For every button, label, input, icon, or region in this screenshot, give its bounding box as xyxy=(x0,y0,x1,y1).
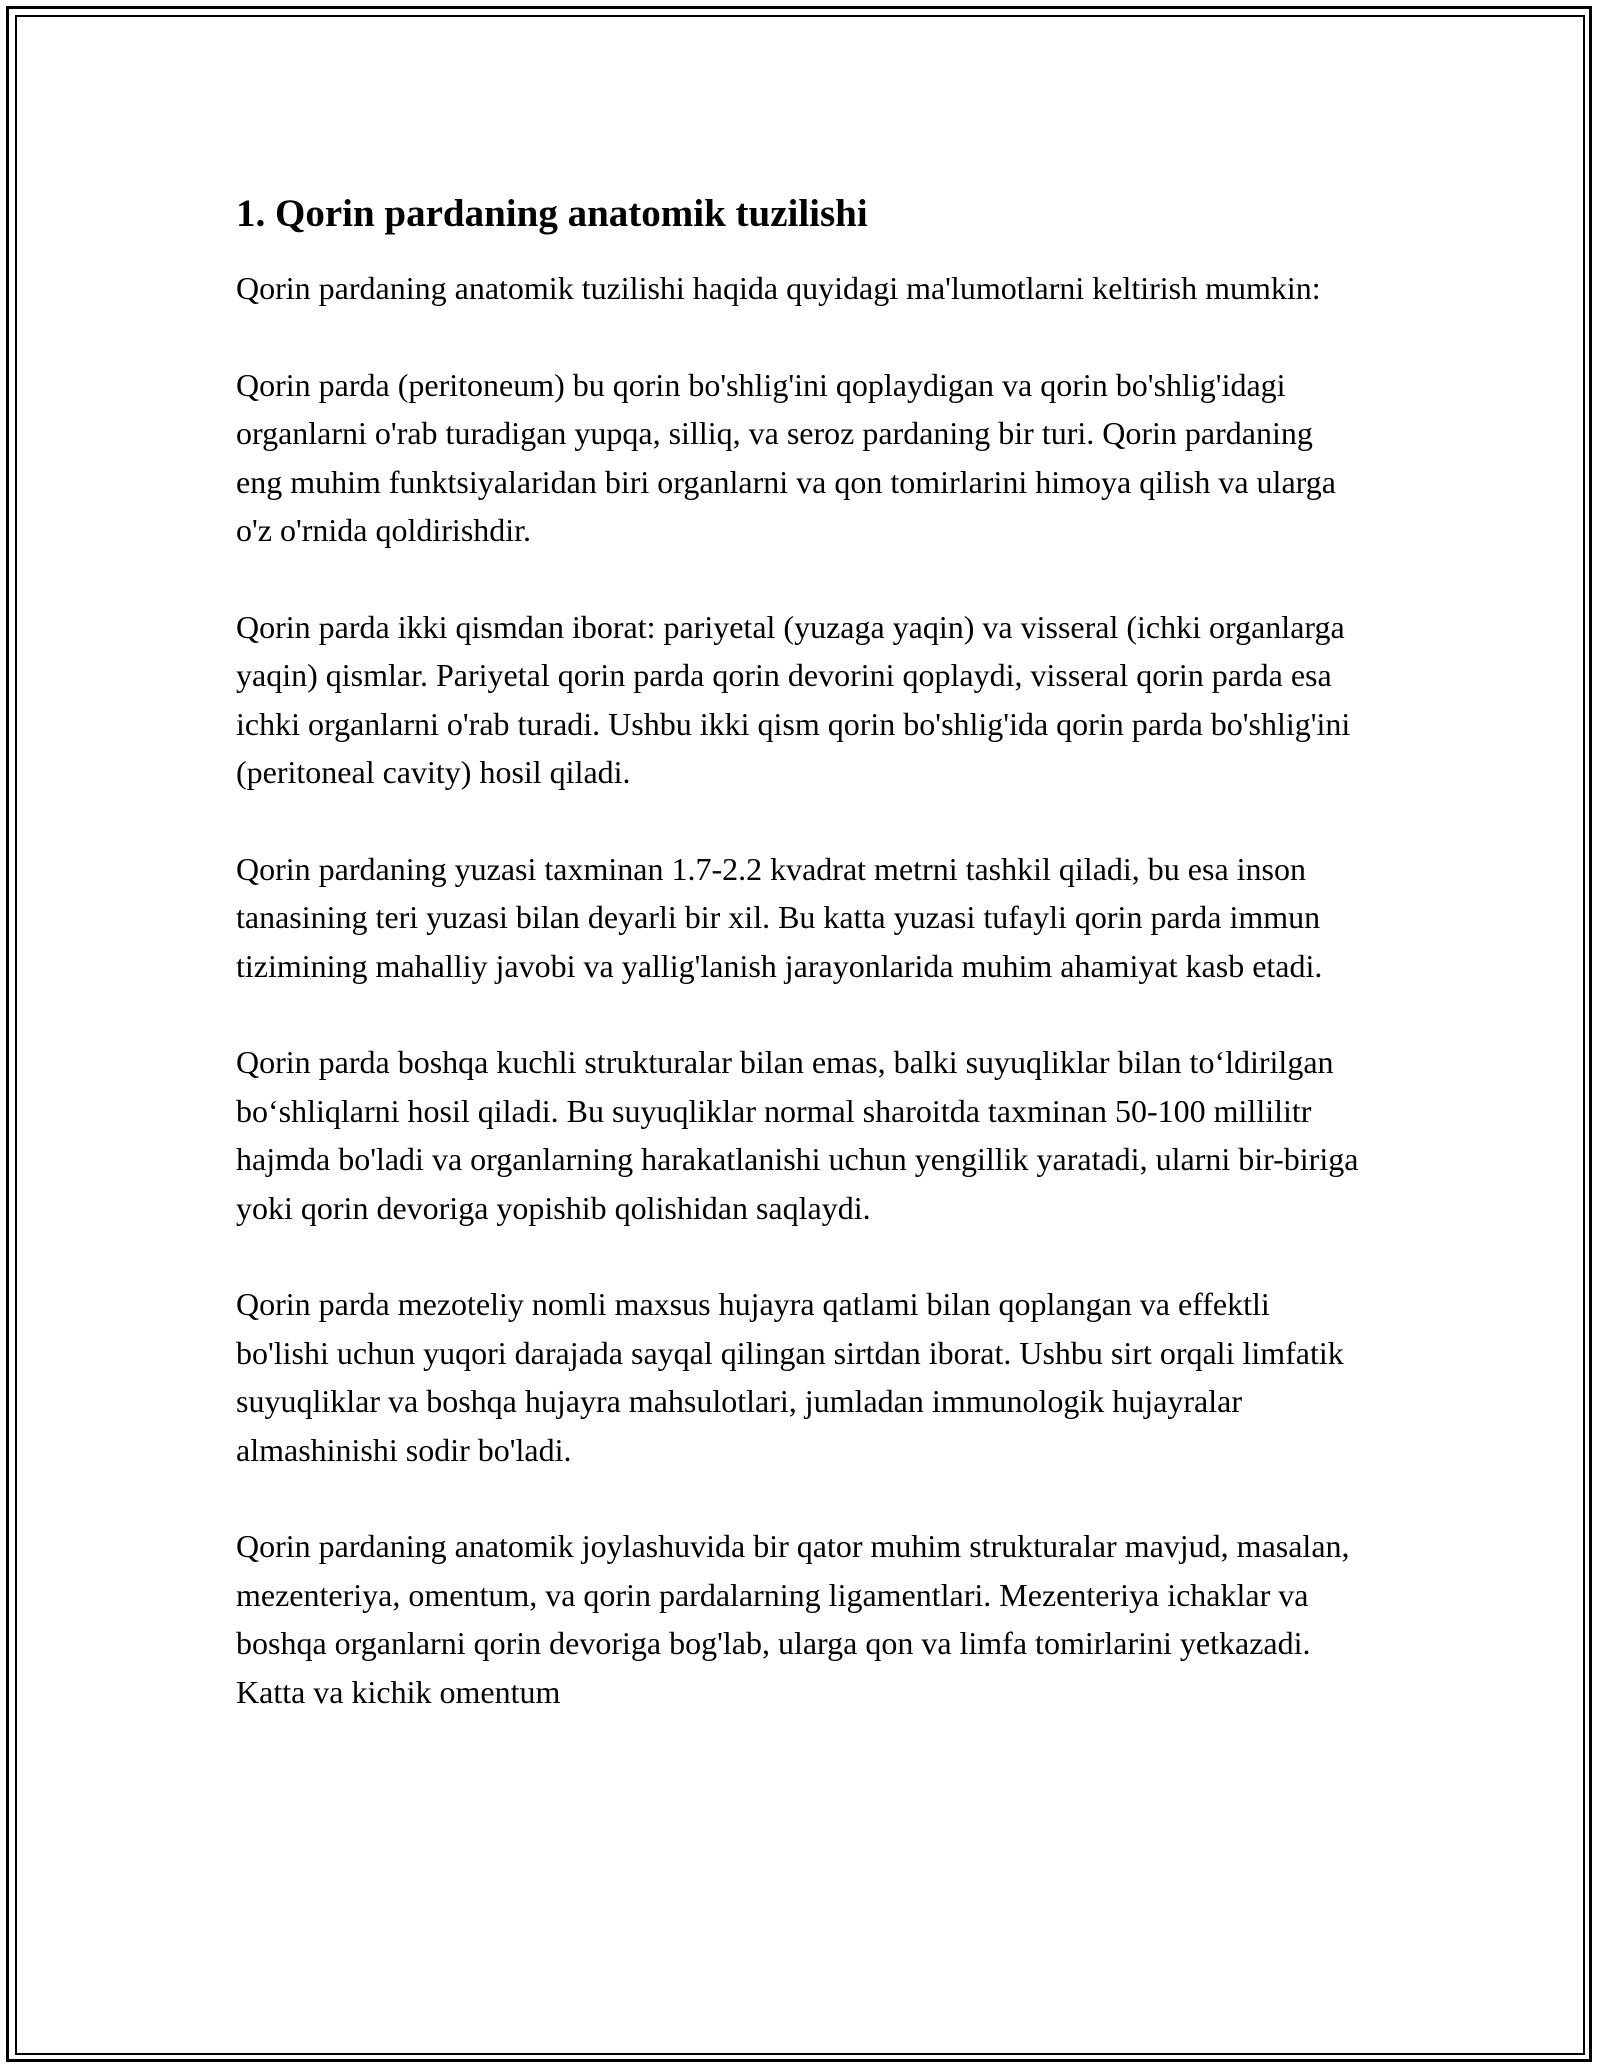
paragraph-fluid: Qorin parda boshqa kuchli strukturalar bilan emas, balki suyuqliklar bilan to‘ldirilgan bo‘shliqlarni hosil qiladi. Bu suyuqliklar normal sharoitda taxminan 50-100 millilitr hajmda bo'ladi va organlarning harakatlanishi uchun yengillik yaratadi, ularni bir-biriga yoki qorin devoriga yopishib qolishidan saqlaydi. xyxy=(236,1044,1359,1226)
paragraph-parts: Qorin parda ikki qismdan iborat: pariyetal (yuzaga yaqin) va visseral (ichki organlarga yaqin) qismlar. Pariyetal qorin parda qorin devorini qoplaydi, visseral qorin parda esa ichki organlarni o'rab turadi. Ushbu ikki qism qorin bo'shlig'ida qorin parda bo'shlig'ini (peritoneal cavity) hosil qiladi. xyxy=(236,608,1351,790)
paragraph-mesothelium: Qorin parda mezoteliy nomli maxsus hujayra qatlami bilan qoplangan va effektli bo'lishi uchun yuqori darajada sayqal qilingan sirtdan iborat. Ushbu sirt orqali limfatik suyuqliklar va boshqa hujayra mahsulotlari, jumladan immunologik hujayralar almashinishi sodir bo'ladi. xyxy=(236,1286,1344,1468)
paragraph-definition: Qorin parda (peritoneum) bu qorin bo'shlig'ini qoplaydigan va qorin bo'shlig'idagi organlarni o'rab turadigan yupqa, silliq, va seroz pardaning bir turi. Qorin pardaning eng muhim funktsiyalaridan biri organlarni va qon tomirlarini himoya qilish va ularga o'z o'rnida qoldirishdir. xyxy=(236,366,1336,548)
paragraph-structures: Qorin pardaning anatomik joylashuvida bir qator muhim strukturalar mavjud, masalan, mezenteriya, omentum, va qorin pardalarning ligamentlari. Mezenteriya ichaklar va boshqa organlarni qorin devoriga bog'lab, ularga qon va limfa tomirlarini yetkazadi. Katta va kichik omentum xyxy=(236,1528,1350,1710)
paragraph-intro: Qorin pardaning anatomik tuzilishi haqida quyidagi ma'lumotlarni keltirish mumkin: xyxy=(236,270,1321,306)
document-body xyxy=(236,186,1366,1764)
paragraph-surface-area: Qorin pardaning yuzasi taxminan 1.7-2.2 kvadrat metrni tashkil qiladi, bu esa inson tanasining teri yuzasi bilan deyarli bir xil. Bu katta yuzasi tufayli qorin parda immun tizimining mahalliy javobi va yallig'lanish jarayonlarida muhim ahamiyat kasb etadi. xyxy=(236,850,1323,984)
section-heading: 1. Qorin pardaning anatomik tuzilishi xyxy=(236,192,868,235)
